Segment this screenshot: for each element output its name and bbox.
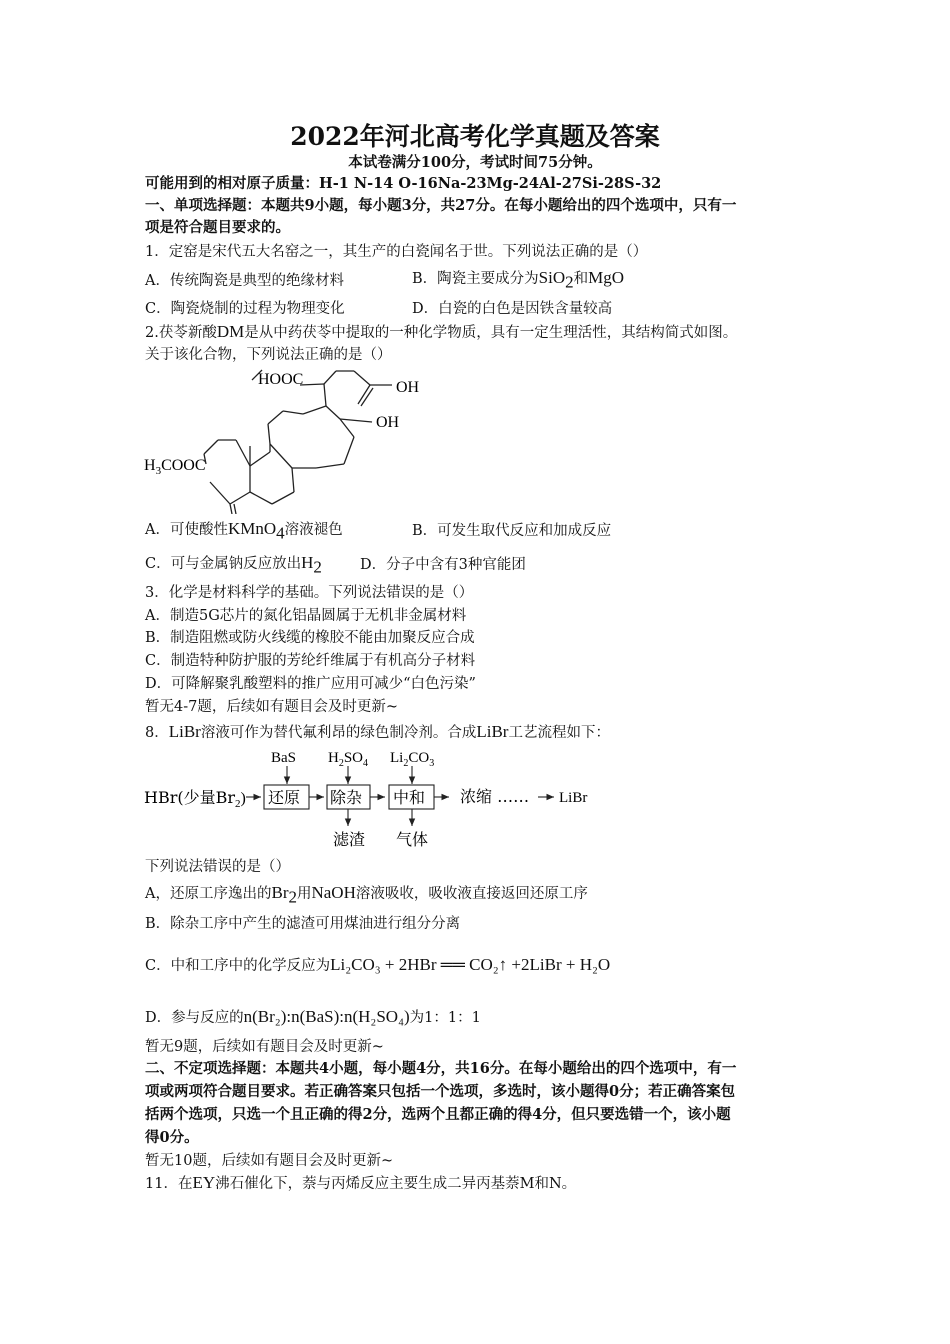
- flow-out-residue: 滤渣: [333, 830, 366, 849]
- section1-heading-line1: 一、单项选择题：本题共9小题，每小题3分，共27分。在每小题给出的四个选项中，只有一: [145, 197, 737, 214]
- q2-stem: 2.茯苓新酸DM是从中药茯苓中提取的一种化学物质，具有一定生理活性，其结构简式如图。: [145, 322, 738, 341]
- flow-reagent-li2co3: $Li_2CO_3$: [390, 750, 435, 769]
- q1-option-d: D．白瓷的白色是因铁含量较高: [412, 301, 613, 317]
- q2-option-b: B．可发生取代反应和加成反应: [412, 523, 612, 539]
- section1-heading-line2: 项是符合题目要求的。: [145, 219, 290, 236]
- q3-option-b: B．制造阻燃或防火线缆的橡胶不能由加聚反应合成: [145, 630, 475, 646]
- q1-stem: 1．定窑是宋代五大名窑之一，其生产的白瓷闻名于世。下列说法正确的是（）: [145, 244, 648, 260]
- section2-heading-line1: 二、不定项选择题：本题共4小题，每小题4分，共16分。在每小题给出的四个选项中，有一: [145, 1060, 737, 1077]
- q2-option-c: C．可与金属钠反应放出$H_2$: [145, 553, 322, 577]
- q3-option-d: D．可降解聚乳酸塑料的推广应用可减少“白色污染”: [145, 676, 476, 692]
- q8-stem: 8．LiBr溶液可作为替代氟利昂的绿色制冷剂。合成LiBr工艺流程如下：: [145, 722, 610, 741]
- q11-stem: 11．在EY沸石催化下，萘与丙烯反应主要生成二异丙基萘M和N。: [145, 1173, 577, 1192]
- q1-option-b: B．陶瓷主要成分为SiO$_2$和MgO: [412, 268, 625, 292]
- q2-option-d: D．分子中含有3种官能团: [360, 557, 526, 573]
- exam-info: 本试卷满分100分，考试时间75分钟。: [348, 154, 602, 171]
- q8-process-flow: [140, 744, 610, 854]
- hooc-label: HOOC: [258, 371, 304, 388]
- page-title: 2022年河北高考化学真题及答案: [290, 122, 660, 151]
- note-q10: 暂无10题，后续如有题目会及时更新~: [145, 1153, 394, 1169]
- note-q9: 暂无9题，后续如有题目会及时更新~: [145, 1039, 384, 1055]
- q8-option-a: A，还原工序逸出的$Br_2$用NaOH溶液吸收，吸收液直接返回还原工序: [145, 883, 588, 907]
- atomic-masses: 可能用到的相对原子质量：H-1 N-14 O-16Na-23Mg-24Al-27Si-28S-32: [145, 175, 662, 192]
- h3cooc-label: $H_3COOC$: [144, 457, 206, 477]
- section2-heading-line2: 项或两项符合题目要求。若正确答案只包括一个选项，多选时，该小题得0分；若正确答案包: [145, 1083, 736, 1100]
- q2-structure-diagram: [140, 364, 440, 514]
- flow-product: LiBr: [559, 790, 588, 806]
- note-q4-7: 暂无4-7题，后续如有题目会及时更新~: [145, 699, 398, 715]
- flow-feed-label: HBr(少量$Br_2$): [144, 788, 246, 810]
- q3-option-a: A．制造5G芯片的氮化铝晶圆属于无机非金属材料: [145, 608, 467, 624]
- section2-heading-line3: 括两个选项，只选一个且正确的得2分，选两个且都正确的得4分，但只要选错一个，该小题: [145, 1106, 731, 1123]
- q8-option-c: C．中和工序中的化学反应为Li₂CO₃ + 2HBr ══ CO₂↑ +2LiBr + H₂O: [145, 955, 611, 974]
- q1-option-a: A．传统陶瓷是典型的绝缘材料: [145, 273, 344, 289]
- flow-step-neutralize: 中和: [393, 788, 426, 807]
- q8-ask: 下列说法错误的是（）: [145, 859, 290, 875]
- q3-stem: 3．化学是材料科学的基础。下列说法错误的是（）: [145, 585, 474, 601]
- flow-reagent-h2so4: $H_2SO_4$: [328, 750, 369, 769]
- oh-label-ring: OH: [376, 414, 400, 431]
- flow-step-purify: 除杂: [330, 788, 363, 807]
- q2-option-a: A．可使酸性KMnO$_4$溶液褪色: [145, 519, 343, 543]
- q3-option-c: C．制造特种防护服的芳纶纤维属于有机高分子材料: [145, 653, 476, 669]
- flow-out-gas: 气体: [396, 830, 429, 849]
- q2-stem-line2: 关于该化合物，下列说法正确的是（）: [145, 347, 392, 363]
- flow-step-concentrate: 浓缩 ……: [460, 787, 530, 806]
- flow-step-reduce: 还原: [268, 788, 301, 807]
- q1-option-c: C．陶瓷烧制的过程为物理变化: [145, 301, 345, 317]
- flow-reagent-bas: BaS: [271, 750, 297, 766]
- q8-option-b: B．除杂工序中产生的滤渣可用煤油进行组分分离: [145, 916, 461, 932]
- q8-option-d: D．参与反应的n(Br₂):n(BaS):n(H₂SO₄)为1：1：1: [145, 1007, 481, 1026]
- section2-heading-line4: 得0分。: [145, 1129, 199, 1146]
- oh-label-top: OH: [396, 379, 420, 396]
